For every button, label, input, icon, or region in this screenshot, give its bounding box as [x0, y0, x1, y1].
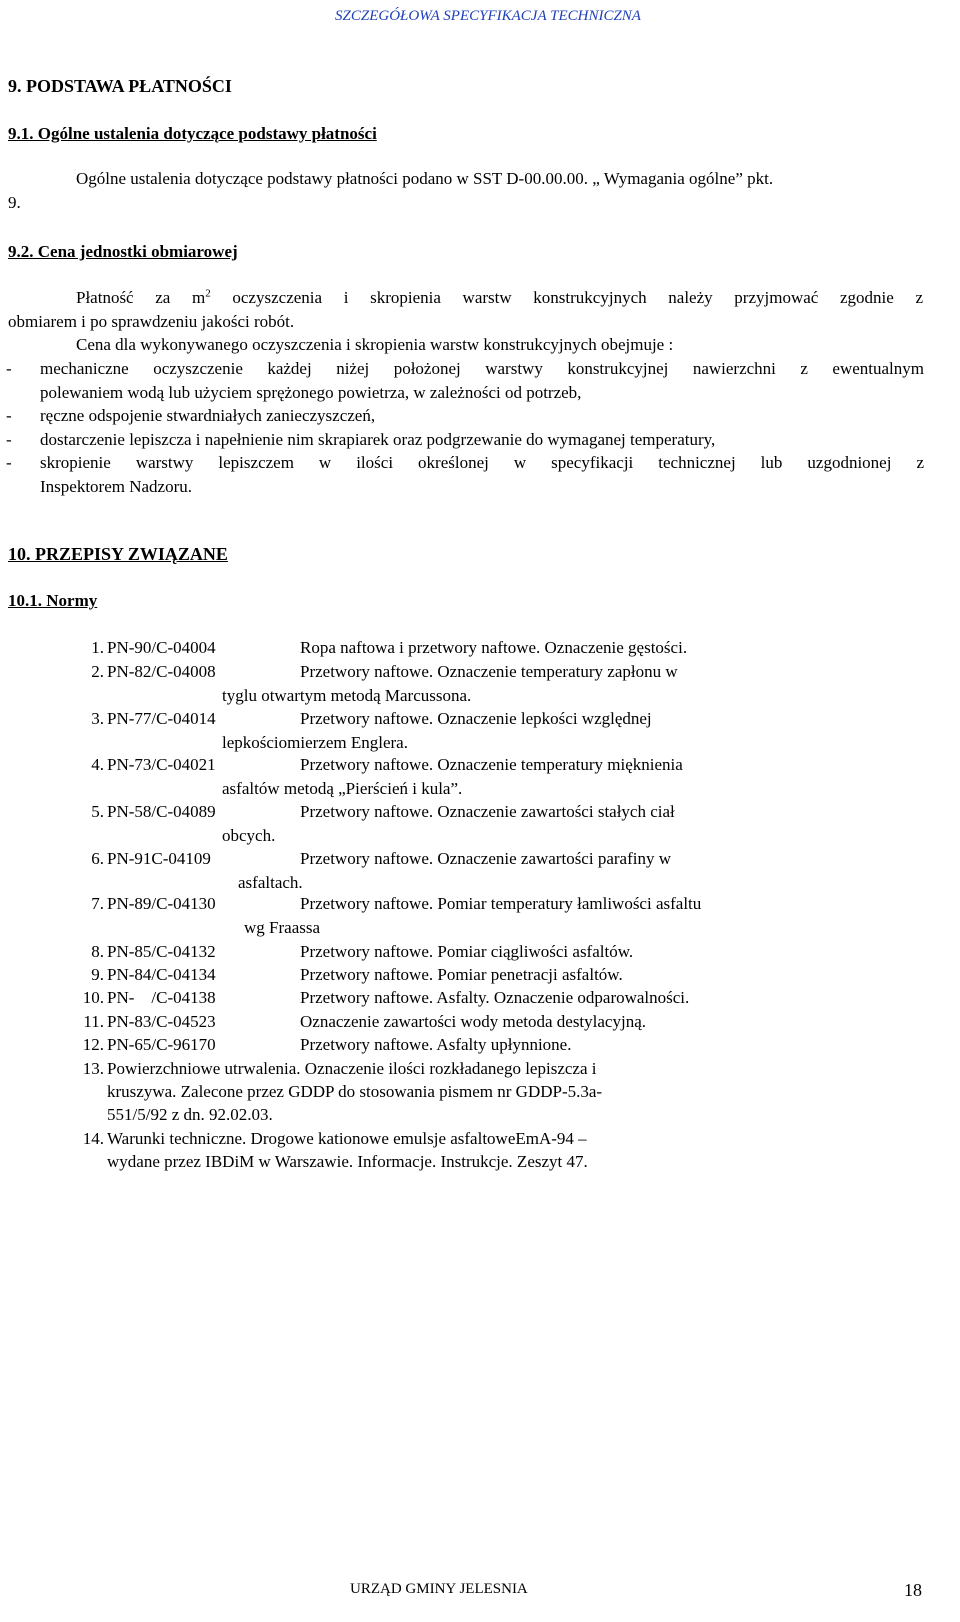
list-item-line: dostarczenie lepiszcza i napełnienie nim skrapiarek oraz podgrzewanie do wymaganej temperatury, — [40, 430, 716, 449]
norm-number: 13. — [82, 1059, 104, 1078]
norm-code: PN-91C-04109 — [107, 849, 211, 868]
norm-title: Przetwory naftowe. Pomiar ciągliwości asfaltów. — [300, 942, 634, 961]
norm-title-cont: asfaltach. — [238, 873, 303, 892]
list-item-line: polewaniem wodą lub użyciem sprężonego powietrza, w zależności od potrzeb, — [40, 383, 582, 402]
norm-text-line: Warunki techniczne. Drogowe kationowe emulsje asfaltoweEmA-94 – — [107, 1129, 587, 1148]
norm-code: PN-90/C-04004 — [107, 638, 216, 657]
norm-title: Przetwory naftowe. Oznaczenie temperatury mięknienia — [300, 755, 683, 774]
norm-title: Przetwory naftowe. Oznaczenie temperatury zapłonu w — [300, 662, 678, 681]
norm-number: 4. — [91, 755, 104, 774]
norm-title-cont: wg Fraassa — [244, 918, 321, 937]
norm-number: 5. — [91, 802, 104, 821]
payment-paragraph: Płatność za $m^2$ oczyszczenia i skropienia warstw konstrukcyjnych należy przyjmować zgodnie z — [76, 287, 923, 307]
norm-number: 10. — [82, 988, 104, 1007]
footer-text: URZĄD GMINY JELESNIA — [350, 1581, 528, 1597]
norm-code: PN-77/C-04014 — [107, 709, 216, 728]
norm-number: 7. — [91, 894, 104, 913]
list-item-line: mechaniczne oczyszczenie każdej niżej położonej warstwy konstrukcyjnej nawierzchni z ewentualnym — [40, 359, 924, 378]
list-dash: - — [6, 359, 12, 378]
norm-code: PN-82/C-04008 — [107, 662, 216, 681]
list-dash: - — [6, 430, 12, 449]
norm-number: 9. — [91, 965, 104, 984]
section-10-1-heading: 10.1. Normy — [8, 591, 98, 610]
norm-number: 14. — [82, 1129, 104, 1148]
payment-paragraph-cont: obmiarem i po sprawdzeniu jakości robót. — [8, 312, 295, 331]
norm-title: Przetwory naftowe. Pomiar penetracji asfaltów. — [300, 965, 623, 984]
section-9-1-heading: 9.1. Ogólne ustalenia dotyczące podstawy płatności — [8, 124, 377, 143]
norm-code: PN- /C-04138 — [107, 988, 216, 1007]
norm-title-cont: obcych. — [222, 826, 276, 845]
norm-number: 6. — [91, 849, 104, 868]
list-item-line: Inspektorem Nadzoru. — [40, 477, 193, 496]
norm-number: 2. — [91, 662, 104, 681]
norm-code: PN-89/C-04130 — [107, 894, 216, 913]
list-item-line: skropienie warstwy lepiszczem w ilości określonej w specyfikacji technicznej lub uzgodnionej z — [40, 453, 924, 472]
norm-title: Ropa naftowa i przetwory naftowe. Oznaczenie gęstości. — [300, 638, 688, 657]
norm-number: 3. — [91, 709, 104, 728]
section-9-2-heading: 9.2. Cena jednostki obmiarowej — [8, 242, 238, 261]
list-dash: - — [6, 406, 12, 425]
norm-title: Przetwory naftowe. Pomiar temperatury łamliwości asfaltu — [300, 894, 702, 913]
norm-number: 12. — [82, 1035, 104, 1054]
superscript-2: 2 — [205, 287, 211, 300]
norm-title: Oznaczenie zawartości wody metoda destylacyjną. — [300, 1012, 646, 1031]
norm-text-line: kruszywa. Zalecone przez GDDP do stosowania pismem nr GDDP-5.3a- — [107, 1082, 603, 1101]
list-dash: - — [6, 453, 12, 472]
norm-code: PN-58/C-04089 — [107, 802, 216, 821]
page-number: 18 — [904, 1580, 922, 1600]
norm-code: PN-85/C-04132 — [107, 942, 216, 961]
norm-title: Przetwory naftowe. Oznaczenie zawartości stałych ciał — [300, 802, 675, 821]
norm-text-line: Powierzchniowe utrwalenia. Oznaczenie ilości rozkładanego lepiszcza i — [107, 1059, 597, 1078]
section-9-1-text-cont: 9. — [8, 193, 21, 212]
norm-title: Przetwory naftowe. Asfalty upłynnione. — [300, 1035, 572, 1054]
norm-text-line: wydane przez IBDiM w Warszawie. Informacje. Instrukcje. Zeszyt 47. — [107, 1152, 588, 1171]
section-10-heading: 10. PRZEPISY ZWIĄZANE — [8, 544, 228, 564]
list-item-line: ręczne odspojenie stwardniałych zanieczyszczeń, — [40, 406, 376, 425]
norm-number: 1. — [91, 638, 104, 657]
norm-text-line: 551/5/92 z dn. 92.02.03. — [107, 1105, 273, 1124]
section-9-heading: 9. PODSTAWA PŁATNOŚCI — [8, 76, 232, 96]
norm-title-cont: asfaltów metodą „Pierścień i kula”. — [222, 779, 463, 798]
norm-code: PN-73/C-04021 — [107, 755, 216, 774]
norm-title: Przetwory naftowe. Asfalty. Oznaczenie odparowalności. — [300, 988, 690, 1007]
norm-title-cont: lepkościomierzem Englera. — [222, 733, 408, 752]
norm-number: 11. — [83, 1012, 104, 1031]
norm-code: PN-83/C-04523 — [107, 1012, 216, 1031]
norm-code: PN-84/C-04134 — [107, 965, 216, 984]
norm-title: Przetwory naftowe. Oznaczenie zawartości parafiny w — [300, 849, 671, 868]
norm-code: PN-65/C-96170 — [107, 1035, 216, 1054]
norm-title: Przetwory naftowe. Oznaczenie lepkości względnej — [300, 709, 652, 728]
norm-number: 8. — [91, 942, 104, 961]
page-header: SZCZEGÓŁOWA SPECYFIKACJA TECHNICZNA — [335, 8, 641, 24]
section-9-1-text: Ogólne ustalenia dotyczące podstawy płatności podano w SST D-00.00.00. „ Wymagania ogólne” pkt. — [76, 169, 774, 188]
norm-title-cont: tyglu otwartym metodą Marcussona. — [222, 686, 472, 705]
price-includes-intro: Cena dla wykonywanego oczyszczenia i skropienia warstw konstrukcyjnych obejmuje : — [76, 335, 674, 354]
